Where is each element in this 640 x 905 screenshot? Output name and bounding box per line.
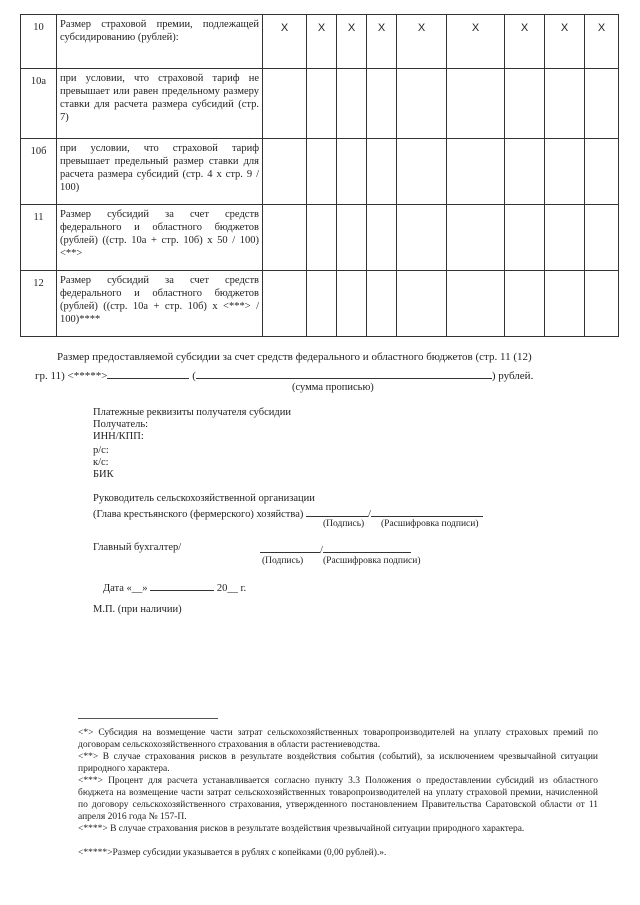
table-cell	[307, 69, 337, 139]
open-paren: (	[192, 370, 196, 382]
head-decode-caption: (Расшифровка подписи)	[381, 519, 479, 529]
row-description: Размер субсидий за счет средств федерального и областного бюджетов (рублей) ((стр. 10а + стр. 10б) х <***> / 100)****	[57, 271, 263, 337]
summary-line-2	[35, 368, 533, 382]
table-cell	[397, 139, 447, 205]
table-cell	[545, 205, 585, 271]
table-cell: X	[447, 15, 505, 69]
table-cell	[585, 69, 619, 139]
row-number: 11	[21, 205, 57, 271]
head-signature-blank	[306, 506, 368, 517]
head-title-text: (Глава крестьянского (фермерского) хозяйства)	[93, 509, 304, 520]
table-cell: X	[397, 15, 447, 69]
table-cell	[545, 69, 585, 139]
row-description: при условии, что страховой тариф не превышает или равен предельному размеру ставки для расчета размера субсидий (стр. 7)	[57, 69, 263, 139]
table-cell	[545, 271, 585, 337]
table-cell	[505, 271, 545, 337]
footnote-5: <*****>Размер субсидии указывается в рублях с копейками (0,00 рублей).».	[78, 848, 387, 858]
row-description: Размер страховой премии, подлежащей субсидированию (рублей):	[57, 15, 263, 69]
bik-label: БИК	[93, 469, 114, 480]
table-cell	[505, 69, 545, 139]
table-cell	[337, 139, 367, 205]
table-cell: X	[585, 15, 619, 69]
head-title-line-2	[93, 506, 483, 520]
table-cell	[447, 271, 505, 337]
table-cell	[447, 205, 505, 271]
table-cell	[585, 205, 619, 271]
footnote-4: <****> В случае страхования рисков в результате воздействия чрезвычайной ситуации природного характера.	[78, 824, 525, 834]
table-cell	[367, 139, 397, 205]
table-cell	[585, 139, 619, 205]
table-cell	[307, 205, 337, 271]
date-month-blank	[150, 580, 214, 591]
amount-words-caption: (сумма прописью)	[292, 382, 374, 393]
footnote-1: <*> Субсидия на возмещение части затрат сельскохозяйственных товаропроизводителей на уплату страховых премий по договорам сельскохозяйственного страхования в области растениеводства.	[78, 728, 598, 750]
table-cell	[307, 271, 337, 337]
payment-details-title: Платежные реквизиты получателя субсидии	[93, 407, 291, 418]
accountant-decode-caption: (Расшифровка подписи)	[323, 556, 421, 566]
table-cell	[447, 69, 505, 139]
rubles-suffix: ) рублей.	[491, 370, 534, 382]
table-cell	[545, 139, 585, 205]
row-description: при условии, что страховой тариф превышает предельный размер ставки для расчета размера субсидий (стр. 4 х стр. 9 / 100)	[57, 139, 263, 205]
recipient-label: Получатель:	[93, 419, 149, 430]
accountant-blanks	[260, 542, 411, 556]
accountant-sign-caption: (Подпись)	[262, 556, 304, 566]
table-cell	[585, 271, 619, 337]
table-cell	[263, 271, 307, 337]
table-cell: X	[337, 15, 367, 69]
table-cell	[505, 205, 545, 271]
head-sign-caption: (Подпись)	[323, 519, 365, 529]
accountant-signature-blank	[260, 542, 320, 553]
table-cell	[263, 205, 307, 271]
date-line	[103, 580, 246, 594]
table-cell: X	[367, 15, 397, 69]
accountant-slash: /	[320, 545, 323, 556]
summary-line-1: Размер предоставляемой субсидии за счет средств федерального и областного бюджетов (стр. 11 (12)	[57, 351, 532, 363]
table-row	[21, 205, 619, 271]
head-title-line-1: Руководитель сельскохозяйственной организации	[93, 493, 315, 504]
table-cell: X	[307, 15, 337, 69]
accountant-decode-blank	[323, 542, 411, 553]
footnote-2: <**> В случае страхования рисков в результате воздействия события (событий), за исключением чрезвычайной ситуации природного характера.	[78, 752, 598, 774]
table-cell	[397, 69, 447, 139]
ks-label: к/с:	[93, 457, 109, 468]
amount-blank	[107, 368, 189, 379]
row-number: 10б	[21, 139, 57, 205]
summary-footnote-ref: гр. 11) <*****>	[35, 370, 108, 382]
footnote-3: <***> Процент для расчета устанавливается согласно пункту 3.3 Положения о предоставлении субсидий из областного бюджета на возмещение части затрат сельскохозяйственных товаропроизводителей на уплату страховой премии, начисленной по договору сельскохозяйственного страхования, утвержденного постановлением Правительства Саратовской области от 11 апреля 2016 года № 157-П.	[78, 776, 598, 822]
table-cell	[447, 139, 505, 205]
table-cell: X	[545, 15, 585, 69]
table-cell	[263, 139, 307, 205]
date-year: 20__ г.	[216, 583, 247, 594]
table-row	[21, 139, 619, 205]
table-cell	[367, 271, 397, 337]
table-row	[21, 69, 619, 139]
row-number: 10	[21, 15, 57, 69]
subsidy-table-body	[21, 15, 619, 337]
rs-label: р/с:	[93, 445, 109, 456]
head-slash: /	[368, 509, 371, 520]
stamp-label: М.П. (при наличии)	[93, 604, 182, 615]
amount-words-blank	[196, 368, 492, 379]
table-cell: X	[505, 15, 545, 69]
table-cell	[397, 271, 447, 337]
table-row	[21, 15, 619, 69]
table-cell	[367, 205, 397, 271]
table-cell	[505, 139, 545, 205]
table-cell	[263, 69, 307, 139]
accountant-label: Главный бухгалтер/	[93, 542, 182, 553]
date-prefix: Дата «__»	[103, 583, 148, 594]
row-number: 12	[21, 271, 57, 337]
table-cell	[397, 205, 447, 271]
table-cell	[307, 139, 337, 205]
table-cell: X	[263, 15, 307, 69]
table-cell	[337, 205, 367, 271]
table-cell	[367, 69, 397, 139]
subsidy-table	[20, 14, 619, 337]
table-cell	[337, 271, 367, 337]
table-cell	[337, 69, 367, 139]
head-decode-blank	[371, 506, 483, 517]
row-number: 10а	[21, 69, 57, 139]
table-row	[21, 271, 619, 337]
inn-kpp-label: ИНН/КПП:	[93, 431, 144, 442]
footnote-separator	[78, 718, 218, 719]
row-description: Размер субсидий за счет средств федерального и областного бюджетов (рублей) ((стр. 10а + стр. 10б) х 50 / 100)<**>	[57, 205, 263, 271]
